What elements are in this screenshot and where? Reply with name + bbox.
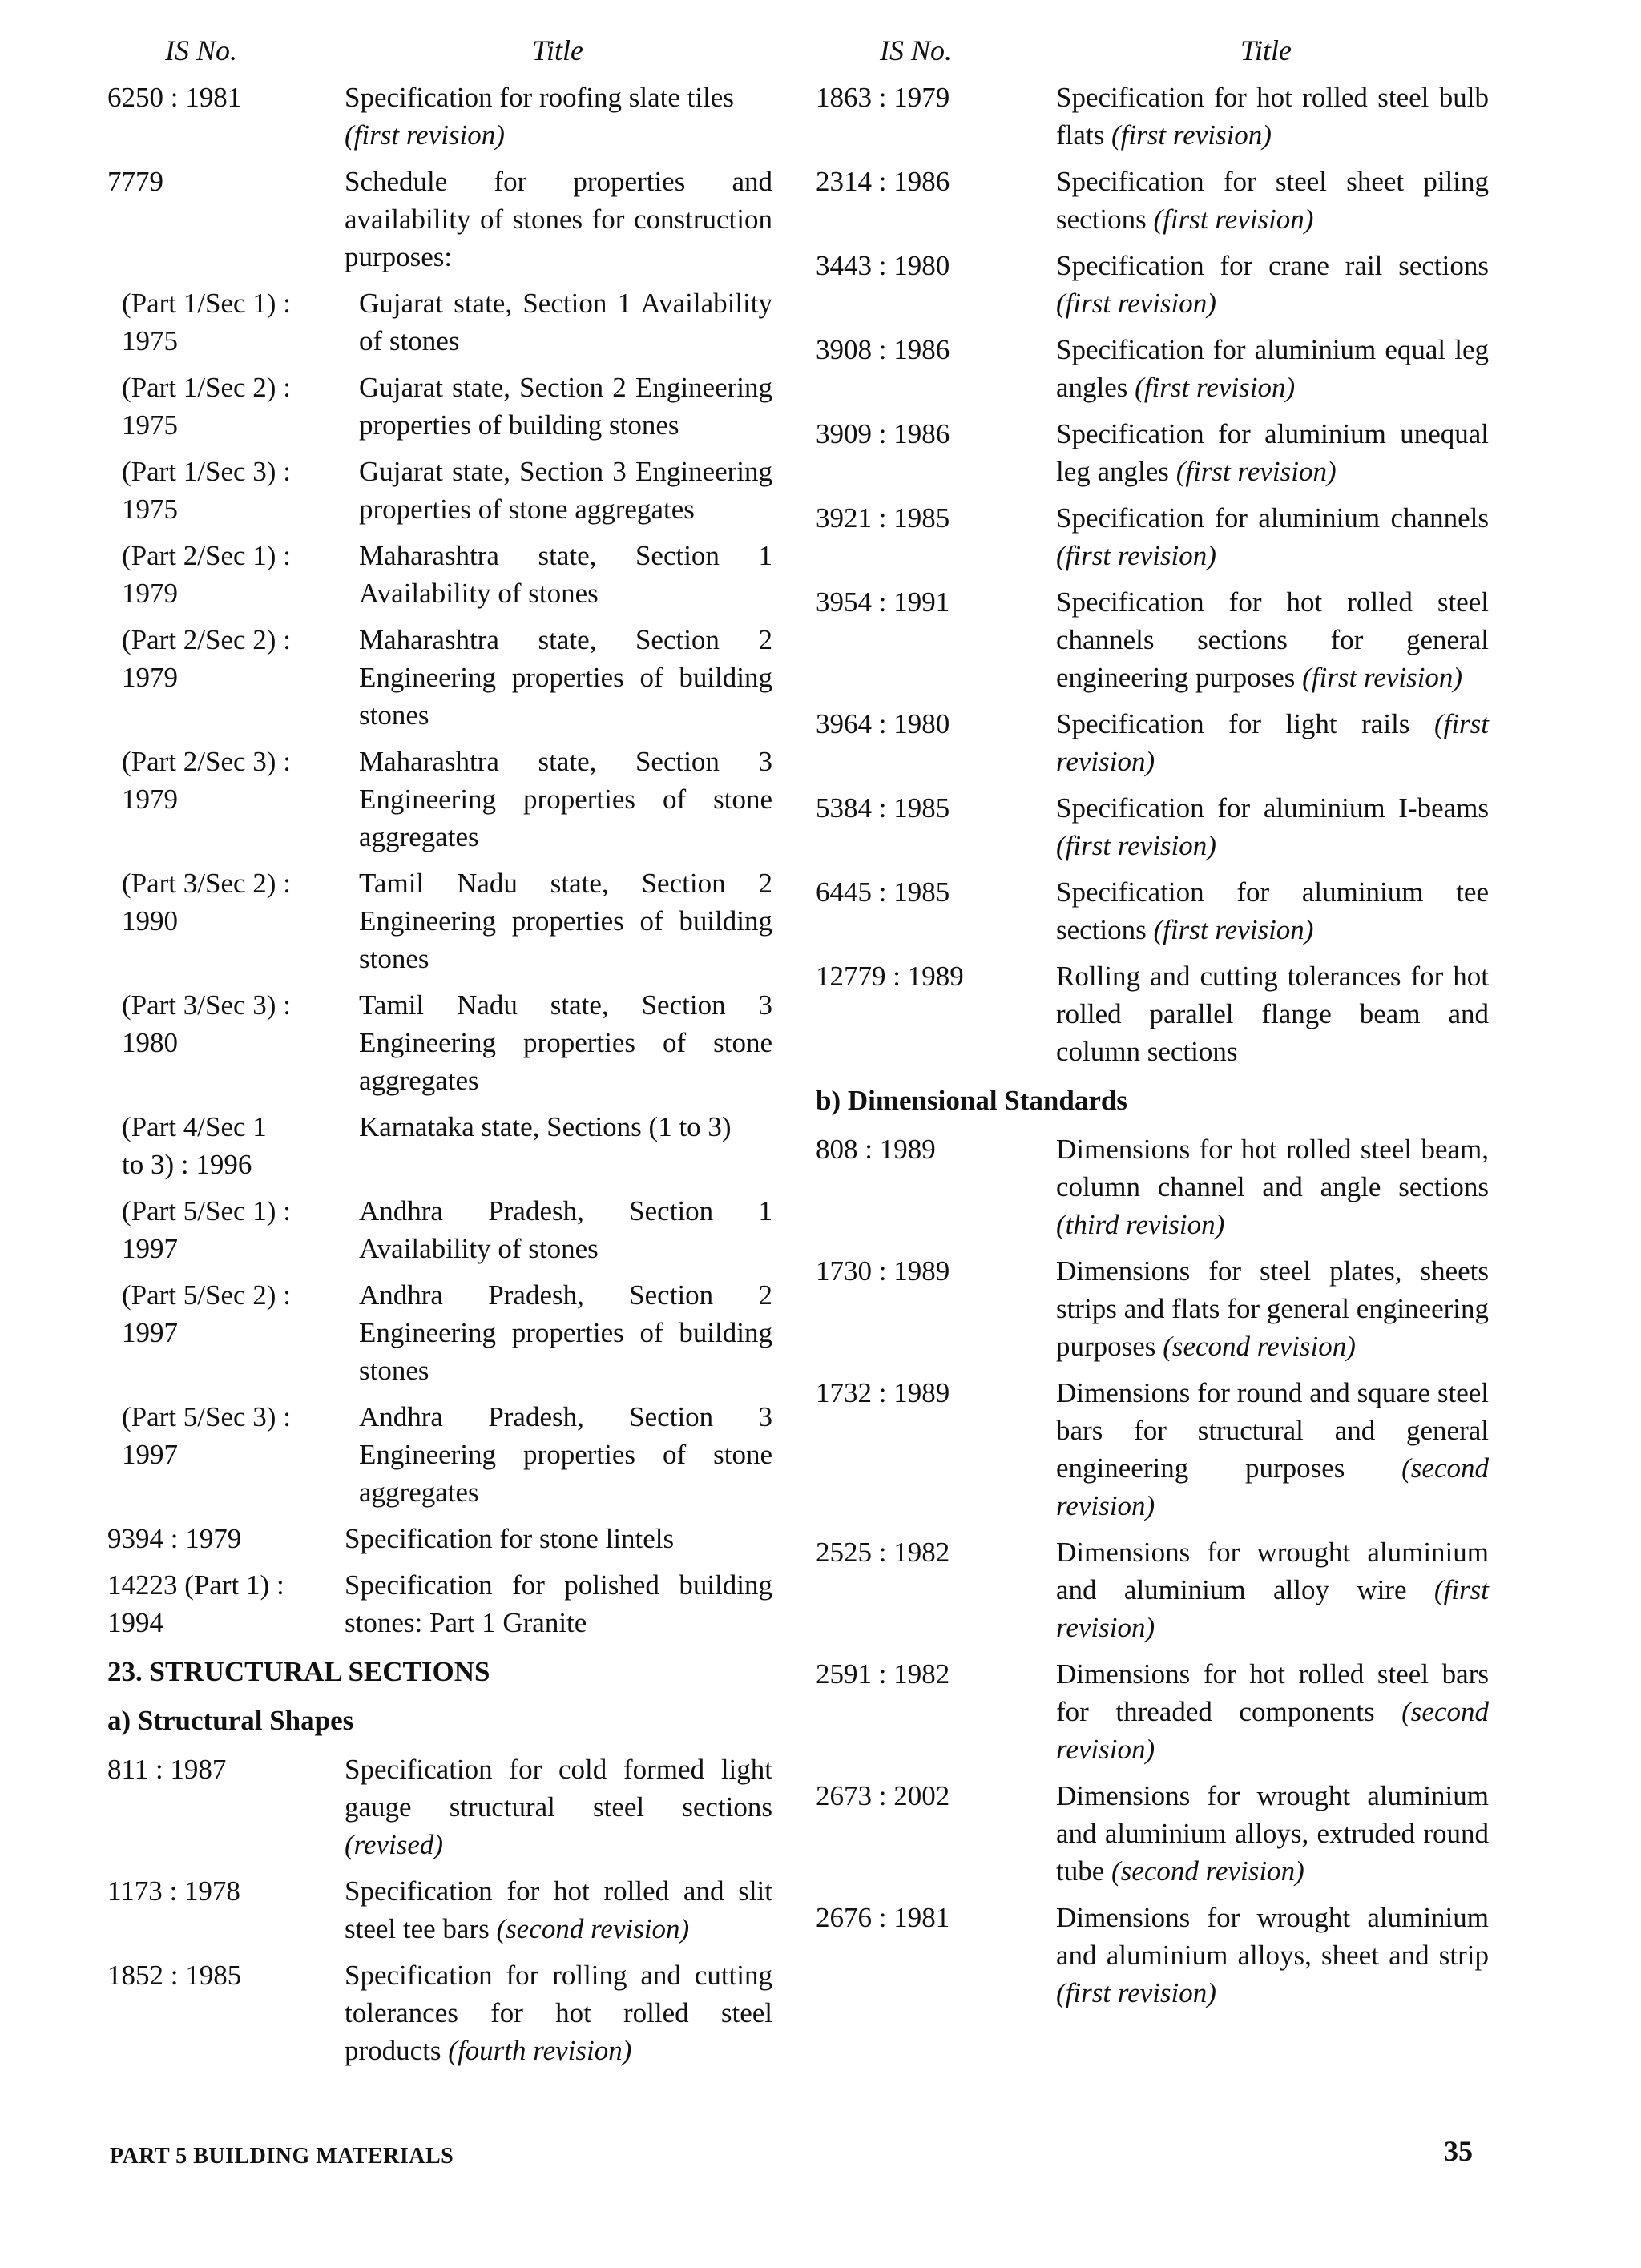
standard-entry [816, 705, 1489, 780]
part-title: Andhra Pradesh, Section 2 Engineering properties of building stones [359, 1279, 772, 1386]
standard-title: Specification for rolling and cutting tolerances for hot rolled steel products (fourth revision) [345, 1960, 772, 2066]
standard-number: 1730 : 1989 [816, 1255, 950, 1287]
standard-number: 3954 : 1991 [816, 586, 950, 618]
revision-note: (revised) [345, 1829, 444, 1860]
revision-note: (second revision) [1056, 1452, 1489, 1521]
title-header: Title [532, 34, 584, 66]
standard-title: Rolling and cutting tolerances for hot rolled parallel flange beam and column sections [1056, 961, 1489, 1067]
standard-title: Specification for hot rolled and slit steel tee bars (second revision) [345, 1875, 772, 1944]
part-title: Maharashtra state, Section 2 Engineering properties of building stones [359, 624, 772, 731]
standard-number: 3921 : 1985 [816, 502, 950, 534]
revision-note: (first revision) [1175, 456, 1337, 487]
revision-note: (second revision) [1163, 1331, 1356, 1362]
standard-number: 2676 : 1981 [816, 1902, 950, 1933]
part-number: (Part 1/Sec 3) : 1975 [122, 456, 291, 525]
standard-number: 1732 : 1989 [816, 1377, 950, 1408]
part-entry [107, 1108, 772, 1183]
part-title: Maharashtra state, Section 1 Availability of stones [359, 540, 772, 609]
revision-note: (first revision) [1056, 830, 1216, 861]
right-column-header [816, 32, 1489, 79]
standard-entry [816, 79, 1489, 154]
part-number: (Part 5/Sec 2) : 1997 [122, 1279, 291, 1348]
revision-note: (first revision) [1153, 203, 1314, 235]
revision-note: (fourth revision) [448, 2035, 632, 2066]
part-number: (Part 5/Sec 3) : 1997 [122, 1401, 291, 1470]
standard-number: 811 : 1987 [107, 1754, 227, 1785]
standard-title: Specification for steel sheet piling sections (first revision) [1056, 166, 1489, 235]
standard-entry [816, 247, 1489, 322]
revision-note: (first revision) [1056, 1574, 1489, 1643]
standard-title: Specification for hot rolled steel bulb flats (first revision) [1056, 82, 1489, 151]
standard-number: 6250 : 1981 [107, 82, 242, 113]
standard-number: 2673 : 2002 [816, 1780, 950, 1811]
revision-note: (second revision) [1111, 1855, 1304, 1887]
section-heading: 23. STRUCTURAL SECTIONS [107, 1656, 490, 1687]
part-number: (Part 3/Sec 2) : 1990 [122, 868, 291, 937]
standard-title: Specification for roofing slate tiles (first revision) [345, 82, 734, 151]
part-number: (Part 1/Sec 1) : 1975 [122, 288, 291, 357]
standard-number: 3964 : 1980 [816, 708, 950, 739]
standard-number: 14223 (Part 1) : 1994 [107, 1569, 284, 1638]
standard-number: 5384 : 1985 [816, 792, 950, 824]
standard-number: 808 : 1989 [816, 1134, 936, 1165]
part-title: Andhra Pradesh, Section 3 Engineering properties of stone aggregates [359, 1401, 772, 1508]
standard-title: Schedule for properties and availability of stones for construction purposes: [345, 166, 772, 272]
part-entry [107, 537, 772, 612]
standard-title: Specification for aluminium channels (first revision) [1056, 502, 1489, 571]
standard-number: 3909 : 1986 [816, 418, 950, 449]
standard-entry [107, 1566, 772, 1642]
standard-number: 2525 : 1982 [816, 1537, 950, 1568]
revision-note: (first revision) [1302, 662, 1463, 693]
part-number: (Part 2/Sec 1) : 1979 [122, 540, 291, 609]
footer-section-label: PART 5 BUILDING MATERIALS [110, 2144, 454, 2169]
standard-entry [816, 499, 1489, 574]
left-column [107, 32, 772, 2078]
standard-title: Specification for aluminium unequal leg angles (first revision) [1056, 418, 1489, 487]
revision-note: (first revision) [1056, 540, 1216, 571]
left-column-header [107, 32, 772, 79]
standard-number: 3908 : 1986 [816, 334, 950, 365]
standard-title: Dimensions for wrought aluminium and aluminium alloy wire (first revision) [1056, 1537, 1489, 1643]
standard-title: Specification for light rails (first revision) [1056, 708, 1490, 777]
revision-note: (third revision) [1056, 1209, 1225, 1240]
revision-note: (second revision) [496, 1913, 690, 1944]
part-title: Tamil Nadu state, Section 3 Engineering properties of stone aggregates [359, 989, 772, 1096]
revision-note: (first revision) [345, 119, 505, 151]
part-title: Gujarat state, Section 2 Engineering properties of building stones [359, 372, 772, 441]
right-column [816, 32, 1489, 2020]
standard-title: Specification for cold formed light gauge structural steel sections (revised) [345, 1754, 772, 1860]
revision-note: (first revision) [1056, 1977, 1216, 2008]
standard-number: 2314 : 1986 [816, 166, 950, 197]
standard-number: 1863 : 1979 [816, 82, 950, 113]
part-title: Maharashtra state, Section 3 Engineering properties of stone aggregates [359, 746, 772, 852]
is-no-header: IS No. [880, 34, 952, 66]
revision-note: (first revision) [1111, 119, 1272, 151]
standard-entry [816, 957, 1489, 1070]
standard-title: Dimensions for hot rolled steel beam, column channel and angle sections (third revision) [1056, 1134, 1489, 1240]
part-number: (Part 1/Sec 2) : 1975 [122, 372, 291, 441]
standard-entry [816, 789, 1489, 864]
standard-title: Dimensions for hot rolled steel bars for threaded components (second revision) [1056, 1658, 1490, 1765]
part-title: Karnataka state, Sections (1 to 3) [359, 1111, 732, 1142]
standard-number: 6445 : 1985 [816, 876, 950, 908]
standard-title: Dimensions for wrought aluminium and aluminium alloys, extruded round tube (second revision) [1056, 1780, 1489, 1887]
standard-title: Specification for crane rail sections (first revision) [1056, 250, 1489, 319]
standard-entry [107, 79, 772, 154]
standard-entry [816, 1899, 1489, 2012]
standard-entry [816, 1130, 1489, 1243]
standard-number: 1852 : 1985 [107, 1960, 242, 1991]
part-entry [107, 453, 772, 528]
part-entry [107, 1398, 772, 1511]
part-title: Andhra Pradesh, Section 1 Availability of stones [359, 1195, 772, 1264]
standard-title: Dimensions for wrought aluminium and aluminium alloys, sheet and strip (first revision) [1056, 1902, 1489, 2008]
part-number: (Part 4/Sec 1 to 3) : 1996 [122, 1111, 267, 1180]
standard-entry [816, 1777, 1489, 1890]
standard-number: 12779 : 1989 [816, 961, 964, 992]
part-entry [107, 986, 772, 1099]
standard-number: 1173 : 1978 [107, 1875, 240, 1907]
subsection-heading: b) Dimensional Standards [816, 1085, 1127, 1116]
standard-entry [816, 1655, 1489, 1768]
standard-entry [816, 1252, 1489, 1365]
part-number: (Part 2/Sec 2) : 1979 [122, 624, 291, 693]
part-entry [107, 864, 772, 977]
subsection-heading: a) Structural Shapes [107, 1705, 354, 1736]
part-title: Gujarat state, Section 1 Availability of stones [359, 288, 772, 357]
standard-number: 2591 : 1982 [816, 1658, 950, 1690]
standard-title: Specification for hot rolled steel channels sections for general engineering purposes (first revision) [1056, 586, 1489, 693]
revision-note: (second revision) [1056, 1696, 1490, 1765]
standard-entry [816, 163, 1489, 238]
standard-entry [107, 1956, 772, 2069]
standard-entry [816, 331, 1489, 406]
standard-entry [816, 1374, 1489, 1525]
title-header: Title [1240, 34, 1292, 66]
standard-number: 7779 [107, 166, 163, 197]
standard-entry [107, 1520, 772, 1557]
part-entry [107, 284, 772, 360]
standard-title: Specification for aluminium I-beams (first revision) [1056, 792, 1489, 861]
part-entry [107, 1276, 772, 1389]
standard-title: Specification for aluminium tee sections (first revision) [1056, 876, 1489, 945]
part-entry [107, 1192, 772, 1267]
page-number: 35 [1444, 2135, 1473, 2167]
standard-entry [816, 873, 1489, 949]
standard-entry [107, 1872, 772, 1948]
revision-note: (first revision) [1153, 914, 1314, 945]
standard-number: 9394 : 1979 [107, 1523, 242, 1554]
standard-title: Specification for polished building stones: Part 1 Granite [345, 1569, 772, 1638]
standard-title: Dimensions for steel plates, sheets strips and flats for general engineering purposes (second revision) [1056, 1255, 1489, 1362]
standard-entry [816, 583, 1489, 696]
is-no-header: IS No. [165, 34, 237, 66]
standard-title: Specification for stone lintels [345, 1523, 675, 1554]
revision-note: (first revision) [1135, 372, 1296, 403]
standard-entry [107, 163, 772, 276]
part-number: (Part 2/Sec 3) : 1979 [122, 746, 291, 815]
part-entry [107, 621, 772, 734]
revision-note: (first revision) [1056, 708, 1490, 777]
revision-note: (first revision) [1056, 288, 1216, 319]
standard-title: Specification for aluminium equal leg angles (first revision) [1056, 334, 1489, 403]
part-number: (Part 5/Sec 1) : 1997 [122, 1195, 291, 1264]
standard-entry [107, 1750, 772, 1863]
part-entry [107, 743, 772, 856]
part-title: Gujarat state, Section 3 Engineering properties of stone aggregates [359, 456, 772, 525]
part-entry [107, 369, 772, 444]
standard-title: Dimensions for round and square steel bars for structural and general engineering purposes (second revision) [1056, 1377, 1489, 1521]
standard-entry [816, 415, 1489, 490]
standard-number: 3443 : 1980 [816, 250, 950, 281]
part-number: (Part 3/Sec 3) : 1980 [122, 989, 291, 1058]
standard-entry [816, 1533, 1489, 1646]
part-title: Tamil Nadu state, Section 2 Engineering properties of building stones [359, 868, 772, 974]
